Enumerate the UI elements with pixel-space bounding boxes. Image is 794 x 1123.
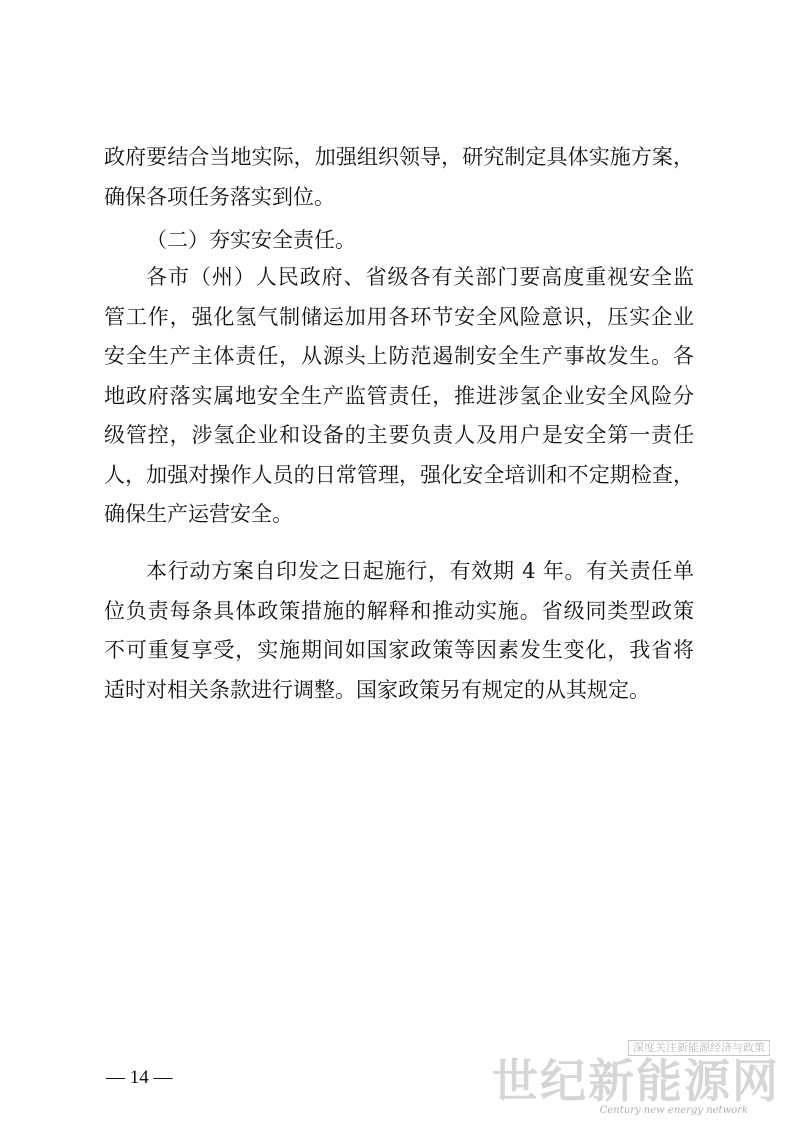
page-number: — 14 — bbox=[106, 1067, 173, 1088]
paragraph-line: 不可重复享受，实施期间如国家政策等因素发生变化，我省将 bbox=[104, 638, 694, 662]
paragraph-line: 适时对相关条款进行调整。国家政策另有规定的从其规定。 bbox=[104, 678, 650, 702]
paragraph-line: 级管控，涉氢企业和设备的主要负责人及用户是安全第一责任 bbox=[104, 423, 694, 447]
paragraph-line: 位负责每条具体政策措施的解释和推动实施。省级同类型政策 bbox=[104, 599, 694, 623]
watermark-tagline: 深度关注新能源经济与政策 bbox=[628, 1040, 770, 1056]
paragraph-line: 各市（州）人民政府、省级各有关部门要高度重视安全监 bbox=[146, 265, 694, 289]
section-heading: （二）夯实安全责任。 bbox=[146, 228, 356, 252]
paragraph-line: 确保各项任务落实到位。 bbox=[104, 185, 335, 209]
watermark-logo-text: 世纪新能源网 bbox=[492, 1054, 780, 1108]
watermark-english: Century new energy network bbox=[599, 1105, 748, 1116]
paragraph-line: 政府要结合当地实际，加强组织领导，研究制定具体实施方案， bbox=[104, 145, 694, 169]
watermark bbox=[492, 1040, 788, 1120]
paragraph-line: 安全生产主体责任，从源头上防范遏制安全生产事故发生。各 bbox=[104, 344, 694, 368]
paragraph-line: 本行动方案自印发之日起施行，有效期 4 年。有关责任单 bbox=[146, 559, 694, 583]
paragraph-line: 管工作，强化氢气制储运加用各环节安全风险意识，压实企业 bbox=[104, 305, 694, 329]
paragraph-line: 地政府落实属地安全生产监管责任，推进涉氢企业安全风险分 bbox=[104, 384, 694, 408]
paragraph-line: 人，加强对操作人员的日常管理，强化安全培训和不定期检查， bbox=[104, 463, 694, 487]
paragraph-line: 确保生产运营安全。 bbox=[104, 502, 293, 526]
